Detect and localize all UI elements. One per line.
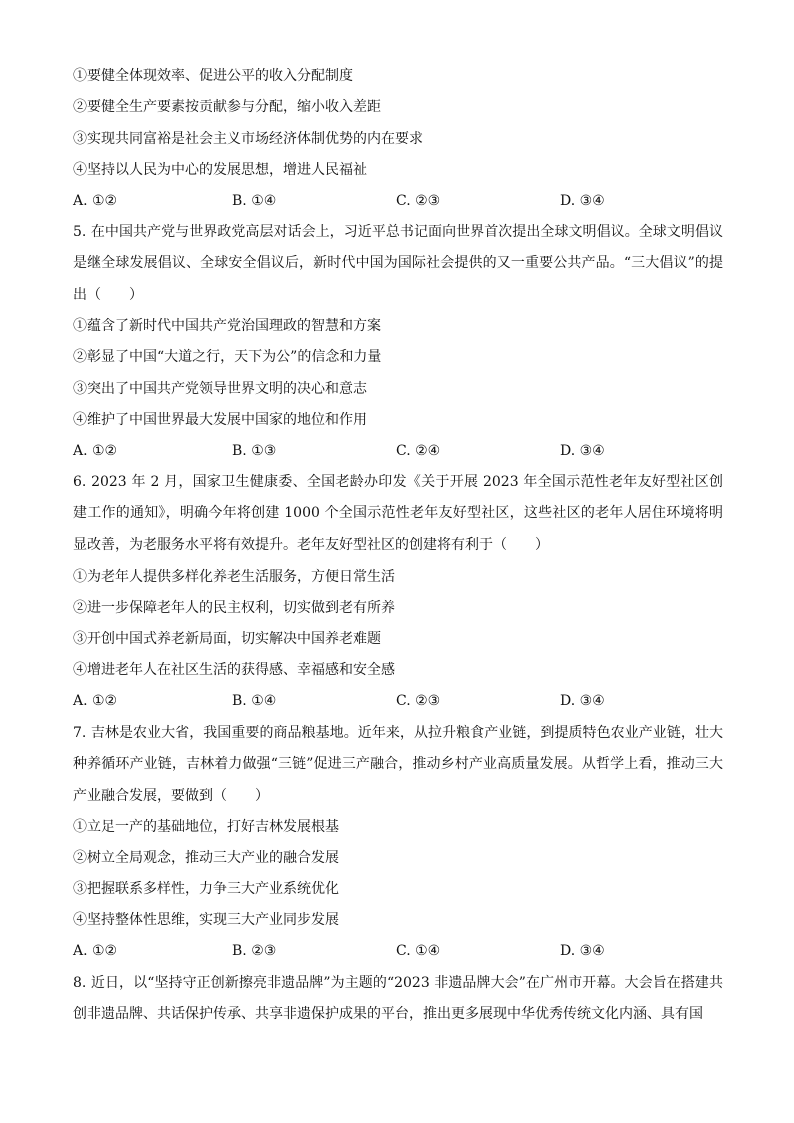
q4-answer-a: A. ①② — [73, 193, 118, 209]
q6-answer-a: A. ①② — [73, 693, 118, 709]
q7-stem: 7. 吉林是农业大省，我国重要的商品粮基地。近年来，从拉升粮食产业链，到提质特色农业产业链，壮大种养循环产业链，吉林着力做强“三链”促进三产融合，推动乡村产业高质量发展。从哲学上看，推动三大产业融合发展，要做到（ ） — [73, 725, 723, 804]
q5-answer-row — [73, 441, 723, 461]
q7-option-3: ③把握联系多样性，力争三大产业系统优化 — [73, 881, 339, 897]
q4-option-4: ④坚持以人民为中心的发展思想，增进人民福祉 — [73, 162, 367, 178]
q6-answer-c: C. ②③ — [396, 693, 441, 709]
q4-answer-b: B. ①④ — [232, 193, 277, 209]
q5-option-4: ④维护了中国世界最大发展中国家的地位和作用 — [73, 412, 367, 428]
q5-answer-b: B. ①③ — [232, 443, 277, 459]
q4-option-3: ③实现共同富裕是社会主义市场经济体制优势的内在要求 — [73, 131, 423, 147]
q4-answer-d: D. ③④ — [560, 193, 605, 209]
q7-option-4: ④坚持整体性思维，实现三大产业同步发展 — [73, 912, 339, 928]
q5-answer-a: A. ①② — [73, 443, 118, 459]
q8-stem: 8. 近日，以“坚持守正创新擦亮非遗品牌”为主题的“2023 非遗品牌大会”在广州市开幕。大会旨在搭建共创非遗品牌、共话保护传承、共享非遗保护成果的平台，推出更多展现中华优秀传统文化内涵、具有国 — [73, 975, 723, 1023]
q7-answer-row — [73, 941, 723, 961]
q6-option-2: ②进一步保障老年人的民主权利，切实做到老有所养 — [73, 600, 395, 616]
q7-option-2: ②树立全局观念，推动三大产业的融合发展 — [73, 850, 339, 866]
q6-option-3: ③开创中国式养老新局面，切实解决中国养老难题 — [73, 631, 381, 647]
q7-answer-b: B. ②③ — [232, 943, 277, 959]
q7-answer-c: C. ①④ — [396, 943, 441, 959]
q5-option-2: ②彰显了中国“大道之行，天下为公”的信念和力量 — [73, 349, 382, 365]
q6-option-4: ④增进老年人在社区生活的获得感、幸福感和安全感 — [73, 662, 395, 678]
q5-option-3: ③突出了中国共产党领导世界文明的决心和意志 — [73, 381, 367, 397]
q6-option-1: ①为老年人提供多样化养老生活服务，方便日常生活 — [73, 569, 395, 585]
q5-answer-c: C. ②④ — [396, 443, 441, 459]
q7-answer-d: D. ③④ — [560, 943, 605, 959]
q6-answer-d: D. ③④ — [560, 693, 605, 709]
q4-answer-c: C. ②③ — [396, 193, 441, 209]
q6-answer-row — [73, 691, 723, 711]
q5-answer-d: D. ③④ — [560, 443, 605, 459]
q5-stem: 5. 在中国共产党与世界政党高层对话会上，习近平总书记面向世界首次提出全球文明倡议。全球文明倡议是继全球发展倡议、全球安全倡议后，新时代中国为国际社会提供的又一重要公共产品。“三大倡议”的提出（ ） — [73, 224, 723, 303]
q6-answer-b: B. ①④ — [232, 693, 277, 709]
q6-stem: 6. 2023 年 2 月，国家卫生健康委、全国老龄办印发《关于开展 2023 年全国示范性老年友好型社区创建工作的通知》，明确今年将创建 1000 个全国示范性老年友好型社区，这些社区的老年人居住环境将明显改善，为老服务水平将有效提升。老年友好型社区的创建将有利于（ ） — [73, 474, 723, 553]
q5-option-1: ①蕴含了新时代中国共产党治国理政的智慧和方案 — [73, 318, 381, 334]
q4-answer-row — [73, 191, 723, 211]
q7-answer-a: A. ①② — [73, 943, 118, 959]
q4-option-1: ①要健全体现效率、促进公平的收入分配制度 — [73, 68, 353, 84]
q4-option-2: ②要健全生产要素按贡献参与分配，缩小收入差距 — [73, 99, 381, 115]
q7-option-1: ①立足一产的基础地位，打好吉林发展根基 — [73, 819, 339, 835]
